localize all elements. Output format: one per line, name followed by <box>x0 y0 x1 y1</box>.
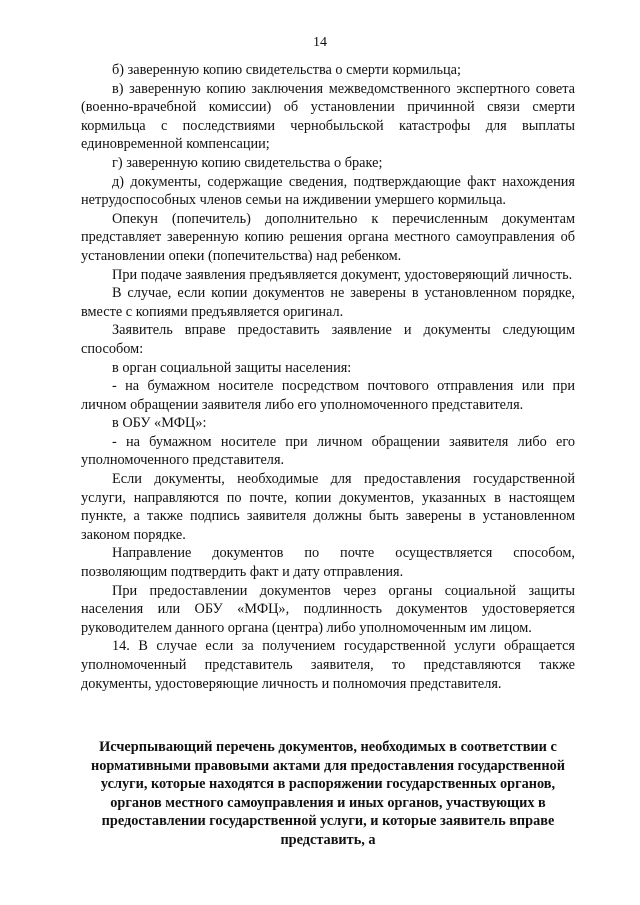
paragraph-mfc-paper-personal: - на бумажном носителе при личном обращении заявителя либо его уполномоченного представителя. <box>81 433 575 469</box>
paragraph-mail-certification: Если документы, необходимые для предоставления государственной услуги, направляются по почте, копии документов, указанных в настоящем пункте, а также подпись заявителя должны быть заверены в установленном законом порядке. <box>81 471 575 543</box>
paragraph-identity-document: При подаче заявления предъявляется документ, удостоверяющий личность. <box>112 266 573 283</box>
paragraph-guardian: Опекун (попечитель) дополнительно к перечисленным документам представляет заверенную копию решения органа местного самоуправления об установлении опеки (попечительства) над ребенком. <box>81 210 575 264</box>
paragraph-social-protection-body: в орган социальной защиты населения: <box>112 359 352 376</box>
paragraph-paper-mail-or-personal: - на бумажном носителе посредством почтового отправления или при личном обращении заявителя либо его уполномоченного представителя. <box>81 378 575 413</box>
paragraph-14-representative: 14. В случае если за получением государственной услуги обращается уполномоченный представитель заявителя, то представляются также документы, удостоверяющие личность и полномочия представителя. <box>81 638 575 692</box>
paragraph-d-dependents-documents: д) документы, содержащие сведения, подтверждающие факт нахождения нетрудоспособных членов семьи на иждивении умершего кормильца. <box>81 173 575 209</box>
paragraph-v-expert-council-conclusion: в) заверенную копию заключения межведомственного экспертного совета (военно-врачебной комиссии) об установлении причинной связи смерти кормильца с последствиями чернобыльской катастрофы для выплаты единовременной компенсации; <box>81 80 575 153</box>
paragraph-mfc: в ОБУ «МФЦ»: <box>112 415 207 432</box>
document-body <box>81 61 575 693</box>
section-heading: Исчерпывающий перечень документов, необходимых в соответствии с нормативными правовыми актами для предоставления государственной услуги, которые находятся в распоряжении государственных органов, органов местного самоуправления и иных органов, участвующих в предоставлении государственной услуги, и которые заявитель вправе представить, а <box>91 739 565 848</box>
paragraph-authenticity: При предоставлении документов через органы социальной защиты населения или ОБУ «МФЦ», подлинность документов удостоверяется руководителем данного органа (центра) либо уполномоченным им лицом. <box>81 582 575 636</box>
paragraph-g-marriage-certificate: г) заверенную копию свидетельства о браке; <box>112 154 383 171</box>
paragraph-copies-original: В случае, если копии документов не заверены в установленном порядке, вместе с копиями предъявляется оригинал. <box>81 285 575 320</box>
paragraph-submission-methods: Заявитель вправе предоставить заявление и документы следующим способом: <box>81 322 575 357</box>
page-number: 14 <box>313 35 327 50</box>
paragraph-b-death-certificate: б) заверенную копию свидетельства о смерти кормильца; <box>112 62 461 78</box>
paragraph-mail-method: Направление документов по почте осуществляется способом, позволяющим подтвердить факт и дату отправления. <box>81 545 575 581</box>
